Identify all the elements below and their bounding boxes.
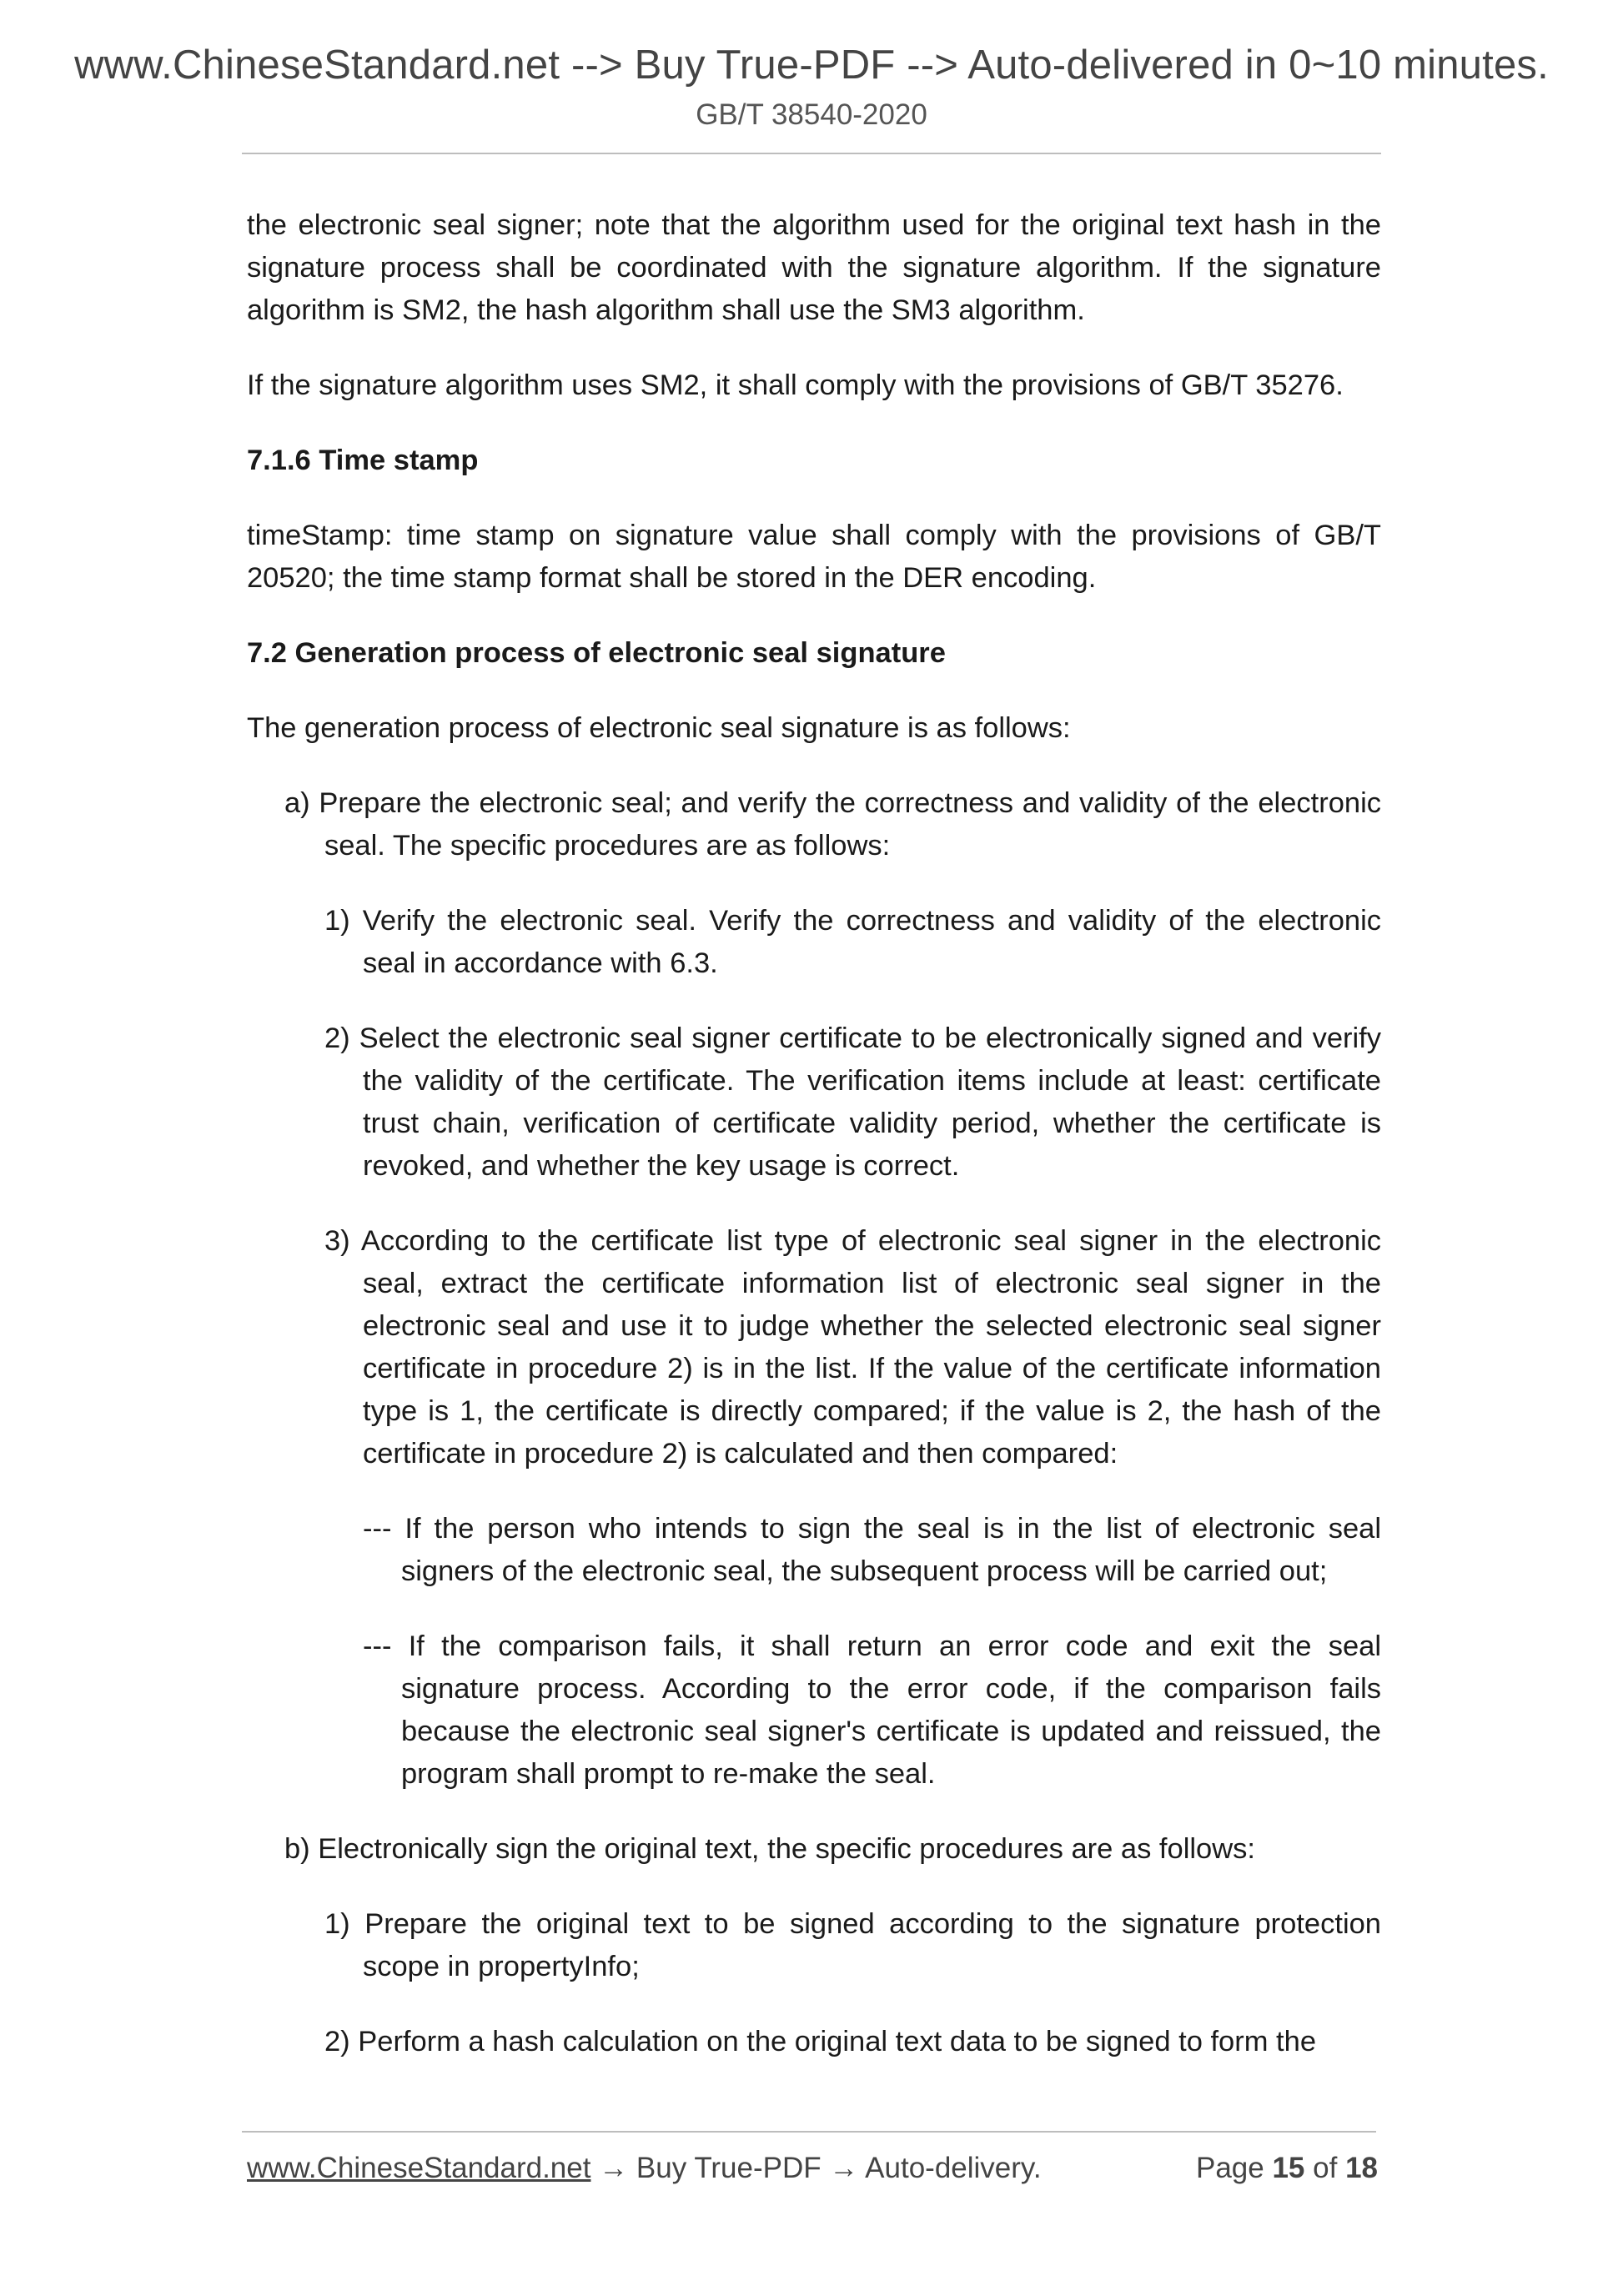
dash-item: --- If the person who intends to sign the seal is in the list of electronic seal signers of the electronic seal, the subsequent process will be carried out; xyxy=(363,1513,1381,1587)
list-item-a: a) Prepare the electronic seal; and verify the correctness and validity of the electronic seal. The specific procedures are as follows: xyxy=(284,787,1381,862)
page-label: Page xyxy=(1195,2152,1264,2184)
footer-promo xyxy=(247,2152,1042,2185)
list-item-a-3: 3) According to the certificate list type of electronic seal signer in the electronic seal, extract the certificate information list of electronic seal signer in the electronic seal and use it to judge whether the selected electronic seal signer certificate in procedure 2) is in the list. If the value of the certificate information type is 1, the certificate is directly compared; if the value is 2, the hash of the certificate in procedure 2) is calculated and then compared: xyxy=(324,1225,1381,1470)
paragraph: If the signature algorithm uses SM2, it shall comply with the provisions of GB/T 35276. xyxy=(247,369,1344,401)
footer-site-link[interactable]: www.ChineseStandard.net xyxy=(247,2152,591,2184)
section-heading-7-1-6: 7.1.6 Time stamp xyxy=(247,445,479,476)
page-total: 18 xyxy=(1345,2152,1378,2184)
paragraph: timeStamp: time stamp on signature value shall comply with the provisions of GB/T 20520; the time stamp format shall be stored in the DER encoding. xyxy=(247,520,1381,594)
list-item-b: b) Electronically sign the original text, the specific procedures are as follows: xyxy=(284,1833,1255,1865)
header-divider xyxy=(242,153,1381,154)
paragraph: The generation process of electronic seal signature is as follows: xyxy=(247,712,1071,744)
footer-divider xyxy=(242,2131,1376,2133)
page-number: 15 xyxy=(1272,2152,1305,2184)
dash-item: --- If the comparison fails, it shall return an error code and exit the seal signature process. According to the error code, if the comparison fails because the electronic seal signer's certificate is updated and reissued, the program shall prompt to re-make the seal. xyxy=(363,1630,1381,1790)
section-heading-7-2: 7.2 Generation process of electronic seal signature xyxy=(247,637,946,669)
header-banner: www.ChineseStandard.net --> Buy True-PDF --> Auto-delivered in 0~10 minutes. xyxy=(74,43,1549,88)
footer-promo-text: → Buy True-PDF → Auto-delivery. xyxy=(590,2152,1042,2184)
list-item-b-2: 2) Perform a hash calculation on the original text data to be signed to form the xyxy=(324,2026,1317,2057)
paragraph: the electronic seal signer; note that the algorithm used for the original text hash in the signature process shall be coordinated with the signature algorithm. If the signature algorithm is SM2, the hash algorithm shall use the SM3 algorithm. xyxy=(247,209,1381,326)
document-body xyxy=(247,204,1381,2096)
list-item-a-2: 2) Select the electronic seal signer certificate to be electronically signed and verify the validity of the certificate. The verification items include at least: certificate trust chain, verification of certificate validity period, whether the certificate is revoked, and whether the key usage is correct. xyxy=(324,1022,1381,1182)
page-indicator xyxy=(1196,2152,1378,2185)
list-item-a-1: 1) Verify the electronic seal. Verify the correctness and validity of the electronic seal in accordance with 6.3. xyxy=(324,905,1381,979)
list-item-b-1: 1) Prepare the original text to be signed according to the signature protection scope in propertyInfo; xyxy=(324,1908,1381,1982)
standard-id: GB/T 38540-2020 xyxy=(696,98,927,131)
of-label: of xyxy=(1313,2152,1338,2184)
